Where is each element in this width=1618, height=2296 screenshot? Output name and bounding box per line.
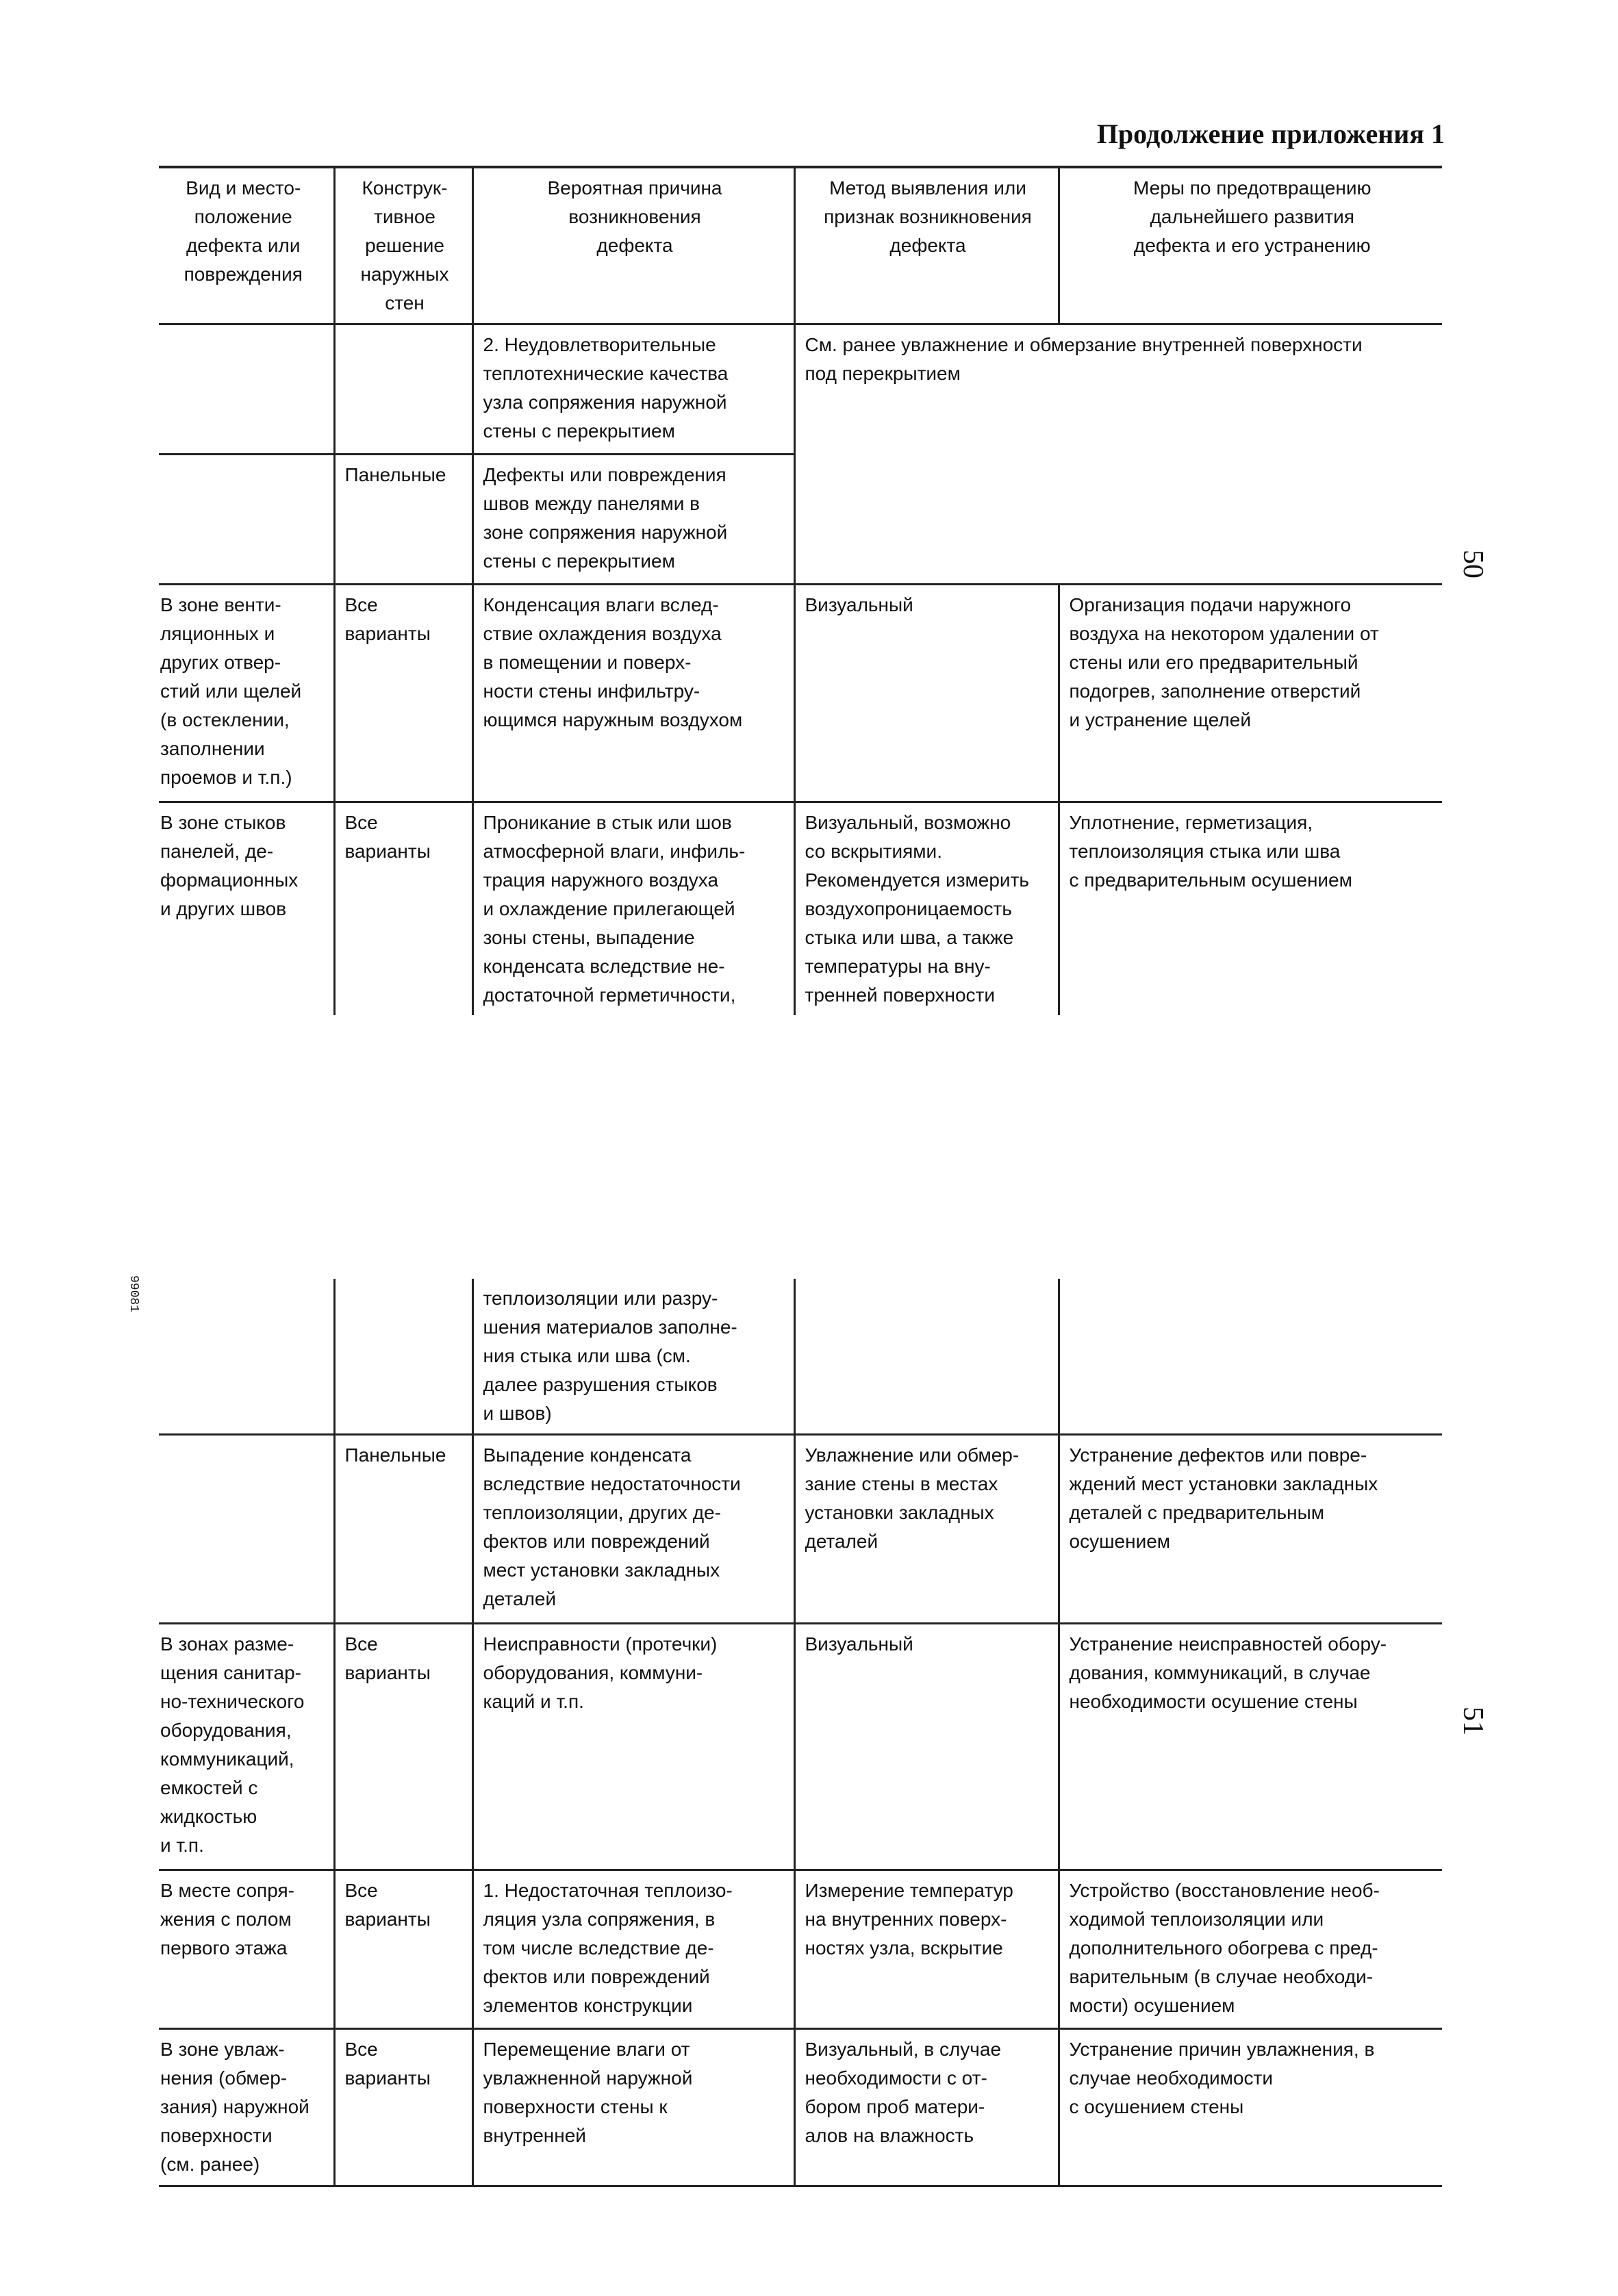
cell-measures: Устранение дефектов или повре- ждений мест установки закладных деталей с предварительным осушением	[1059, 1435, 1442, 1624]
cell-method	[794, 1279, 1059, 1435]
cell-cause: Неисправности (протечки) оборудования, коммуни- каций и т.п.	[472, 1624, 794, 1870]
cell-measures: Устранение причин увлажнения, в случае необходимости с осушением стены	[1059, 2029, 1442, 2186]
cell-location: В зоне стыков панелей, де- формационных и других швов	[160, 812, 299, 919]
cell-design: Все варианты	[334, 1870, 472, 2029]
cell-location: В зонах разме- щения санитар- но-технического оборудования, коммуникаций, емкостей с жидкостью и т.п.	[160, 1633, 305, 1856]
cell-location	[159, 1279, 334, 1435]
page-heading: Продолжение приложения 1	[1096, 118, 1445, 149]
cell-design: Все варианты	[334, 802, 472, 1016]
document-code-stamp: 99081	[127, 1275, 141, 1313]
page-number-top: 50	[1457, 550, 1489, 578]
cell-cause: Конденсация влаги вслед- ствие охлаждения воздуха в помещении и поверх- ности стены инфильтру- ющимся наружным воздухом	[472, 585, 794, 802]
cell-measures: Устранение неисправностей обору- дования, коммуникаций, в случае необходимости осушение стены	[1059, 1624, 1442, 1870]
cell-cause: Дефекты или повреждения швов между панелями в зоне сопряжения наружной стены с перекрытием	[472, 455, 794, 585]
table-row	[159, 1624, 1442, 1870]
cell-measures	[1059, 1279, 1442, 1435]
cell-measures: Устройство (восстановление необ- ходимой теплоизоляции или дополнительного обогрева с пред- варительным (в случае необходи- мости) осушением	[1059, 1870, 1442, 2029]
table-row	[159, 1435, 1442, 1624]
cell-location	[159, 324, 334, 455]
cell-method: Измерение температур на внутренних поверх- ностях узла, вскрытие	[794, 1870, 1059, 2029]
header-measures: Меры по предотвращению дальнейшего развития дефекта и его устранению	[1059, 167, 1442, 324]
cell-location	[159, 455, 334, 585]
table-row	[159, 1870, 1442, 2029]
cell-measures: Организация подачи наружного воздуха на некотором удалении от стены или его предварительный подогрев, заполнение отверстий и устранение щелей	[1059, 585, 1442, 802]
header-design: Конструк- тивное решение наружных стен	[334, 167, 472, 324]
table-header-row	[159, 167, 1442, 324]
cell-design: Все варианты	[334, 1624, 472, 1870]
cell-design	[334, 1279, 472, 1435]
cell-location: В зоне венти- ляционных и других отвер- стий или щелей (в остеклении, заполнении проемов и т.п.)	[160, 594, 302, 788]
cell-design: Все варианты	[334, 585, 472, 802]
table-row	[159, 585, 1442, 802]
cell-design: Панельные	[334, 1435, 472, 1624]
cell-method: Визуальный, в случае необходимости с от- бором проб матери- алов на влажность	[794, 2029, 1059, 2186]
header-method: Метод выявления или признак возникновения дефекта	[794, 167, 1059, 324]
cell-method: Визуальный, возможно со вскрытиями. Рекомендуется измерить воздухопроницаемость стыка или шва, а также температуры на вну- тренней поверхности	[794, 802, 1059, 1016]
cell-cause: 1. Недостаточная теплоизо- ляция узла сопряжения, в том числе вследствие де- фектов или повреждений элементов конструкции	[472, 1870, 794, 2029]
cell-design: Панельные	[334, 455, 472, 585]
cell-design	[334, 324, 472, 455]
cell-cause: Перемещение влаги от увлажненной наружной поверхности стены к внутренней	[472, 2029, 794, 2186]
cell-location: В месте сопря- жения с полом первого этажа	[160, 1880, 294, 1959]
cell-method: Визуальный	[794, 585, 1059, 802]
header-location: Вид и место- положение дефекта или повреждения	[184, 177, 303, 285]
cell-location	[159, 1435, 334, 1624]
table-row	[159, 2029, 1442, 2186]
cell-method: Визуальный	[794, 1624, 1059, 1870]
cell-method: Увлажнение или обмер- зание стены в местах установки закладных деталей	[794, 1435, 1059, 1624]
defects-table-top	[159, 166, 1442, 1015]
cell-method-measures: См. ранее увлажнение и обмерзание внутренней поверхности под перекрытием	[794, 324, 1442, 585]
header-cause: Вероятная причина возникновения дефекта	[472, 167, 794, 324]
page-number-bottom: 51	[1457, 1707, 1489, 1735]
table-row	[159, 324, 1442, 455]
cell-cause: Проникание в стык или шов атмосферной влаги, инфиль- трация наружного воздуха и охлаждение прилегающей зоны стены, выпадение конденсата вследствие не- достаточной герметичности,	[472, 802, 794, 1016]
cell-cause: теплоизоляции или разру- шения материалов заполне- ния стыка или шва (см. далее разрушения стыков и швов)	[472, 1279, 794, 1435]
table-row	[159, 802, 1442, 1016]
table-row	[159, 1279, 1442, 1435]
cell-location: В зоне увлаж- нения (обмер- зания) наружной поверхности (см. ранее)	[160, 2039, 309, 2175]
cell-cause: 2. Неудовлетворительные теплотехнические качества узла сопряжения наружной стены с перекрытием	[472, 324, 794, 455]
cell-cause: Выпадение конденсата вследствие недостаточности теплоизоляции, других де- фектов или повреждений мест установки закладных деталей	[472, 1435, 794, 1624]
cell-measures: Уплотнение, герметизация, теплоизоляция стыка или шва с предварительным осушением	[1059, 802, 1442, 1016]
cell-design: Все варианты	[334, 2029, 472, 2186]
defects-table-bottom	[159, 1279, 1442, 2187]
